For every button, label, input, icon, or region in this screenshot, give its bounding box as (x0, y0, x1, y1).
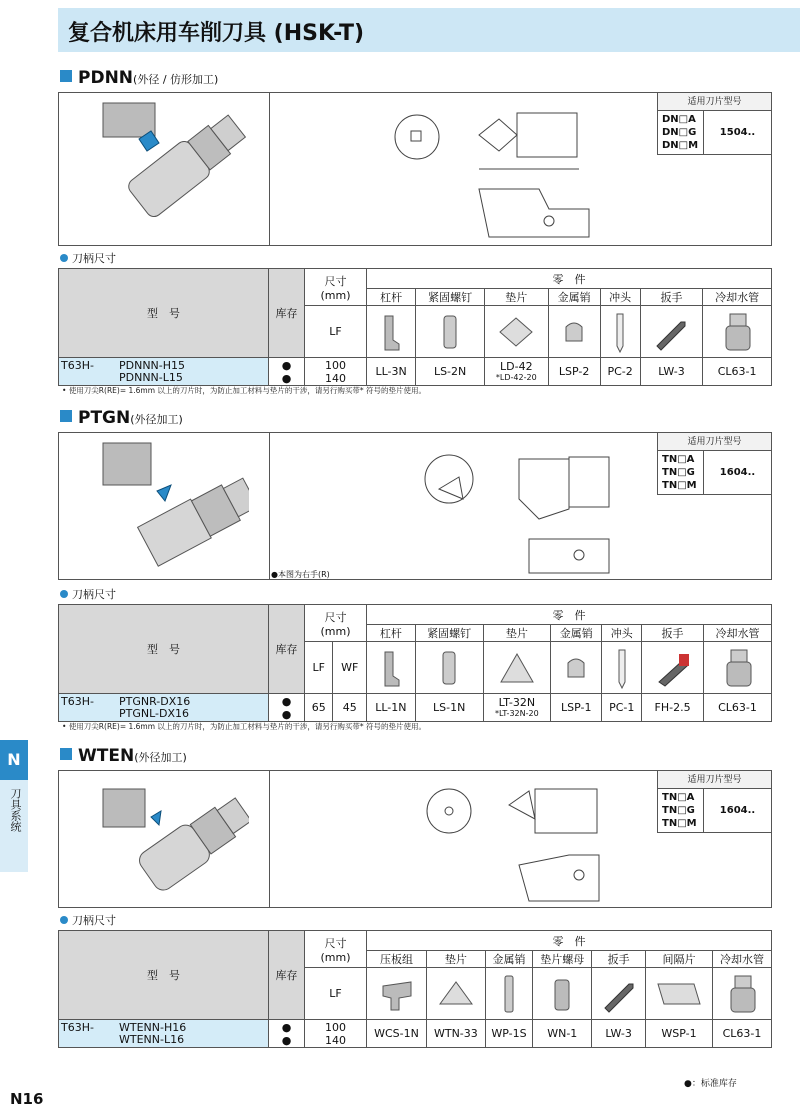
spec-table-ptgn: 型 号 库存 尺寸 (mm) 零 件 杠杆 紧固螺钉 垫片 金属销 冲头 扳手 冷却水管 LF WF T63H- PTGNR-DX16 PTGNL-DX16 ● ● 65 45 LL-1N LS-1N LT-32N *LT-32N-20 LSP-1 PC-1 FH-2.5 CL63-1 (58, 604, 772, 722)
figure-note: ●本图为右手(R) (271, 570, 330, 579)
shank-caption: 刀柄尺寸 (60, 586, 116, 602)
technical-drawing-pdnn (389, 99, 609, 241)
spec-table-pdnn: 型 号 库存 尺寸 (mm) 零 件 杠杆 紧固螺钉 垫片 金属销 冲头 扳手 冷却水管 LF T63H- PDNNN-H15 PDNNN-L15 ● ● 100 140 LL-3N LS-2N LD-42 *LD-42-20 LSP-2 PC-2 LW-3 CL63-1 (58, 268, 772, 386)
page-number: N16 (10, 1090, 44, 1108)
section-marker (60, 410, 72, 422)
section-title-ptgn: PTGN(外径加工) (60, 408, 183, 428)
footnote: • 使用刀尖R(RE)= 1.6mm 以上的刀片时，为防止加工材料与垫片的干涉，请另行购买带* 符号的垫片使用。 (62, 386, 427, 395)
insert-box-ptgn: 适用刀片型号 TN□A TN□G TN□M 1604.. (657, 433, 771, 495)
stock-legend: ●：标准库存 (684, 1079, 737, 1089)
technical-drawing-wten (419, 775, 619, 905)
page-header (0, 0, 800, 58)
spec-table-wten: 型 号 库存 尺寸 (mm) 零 件 压板组 垫片 金属销 垫片螺母 扳手 间隔片 冷却水管 LF T63H- WTENN-H16 WTENN-L16 ● ● 100 140 WCS-1N WTN-33 WP-1S WN-1 LW-3 WSP-1 CL63-1 (58, 930, 772, 1048)
shank-caption: 刀柄尺寸 (60, 250, 116, 266)
diagram-box-pdnn (58, 92, 772, 246)
section-title-pdnn: PDNN(外径 / 仿形加工) (60, 68, 218, 88)
side-tab-text: 刀具系统 (9, 788, 22, 832)
insert-box-wten: 适用刀片型号 TN□A TN□G TN□M 1604.. (657, 771, 771, 833)
technical-drawing-ptgn (419, 439, 619, 577)
section-title-wten: WTEN(外径加工) (60, 746, 187, 766)
section-marker (60, 70, 72, 82)
insert-box-pdnn: 适用刀片型号 DN□A DN□G DN□M 1504.. (657, 93, 771, 155)
tool-illustration-ptgn (99, 439, 249, 573)
shank-caption: 刀柄尺寸 (60, 912, 116, 928)
footnote: • 使用刀尖R(RE)= 1.6mm 以上的刀片时，为防止加工材料与垫片的干涉，请另行购买带* 符号的垫片使用。 (62, 722, 427, 731)
side-tab-letter: N (0, 740, 28, 780)
tool-illustration-pdnn (99, 99, 249, 241)
diagram-box-ptgn (58, 432, 772, 580)
tool-illustration-wten (99, 775, 249, 905)
side-tab (0, 740, 28, 872)
page-title: 复合机床用车削刀具 (HSK-T) (68, 21, 365, 46)
diagram-box-wten (58, 770, 772, 908)
section-marker (60, 748, 72, 760)
